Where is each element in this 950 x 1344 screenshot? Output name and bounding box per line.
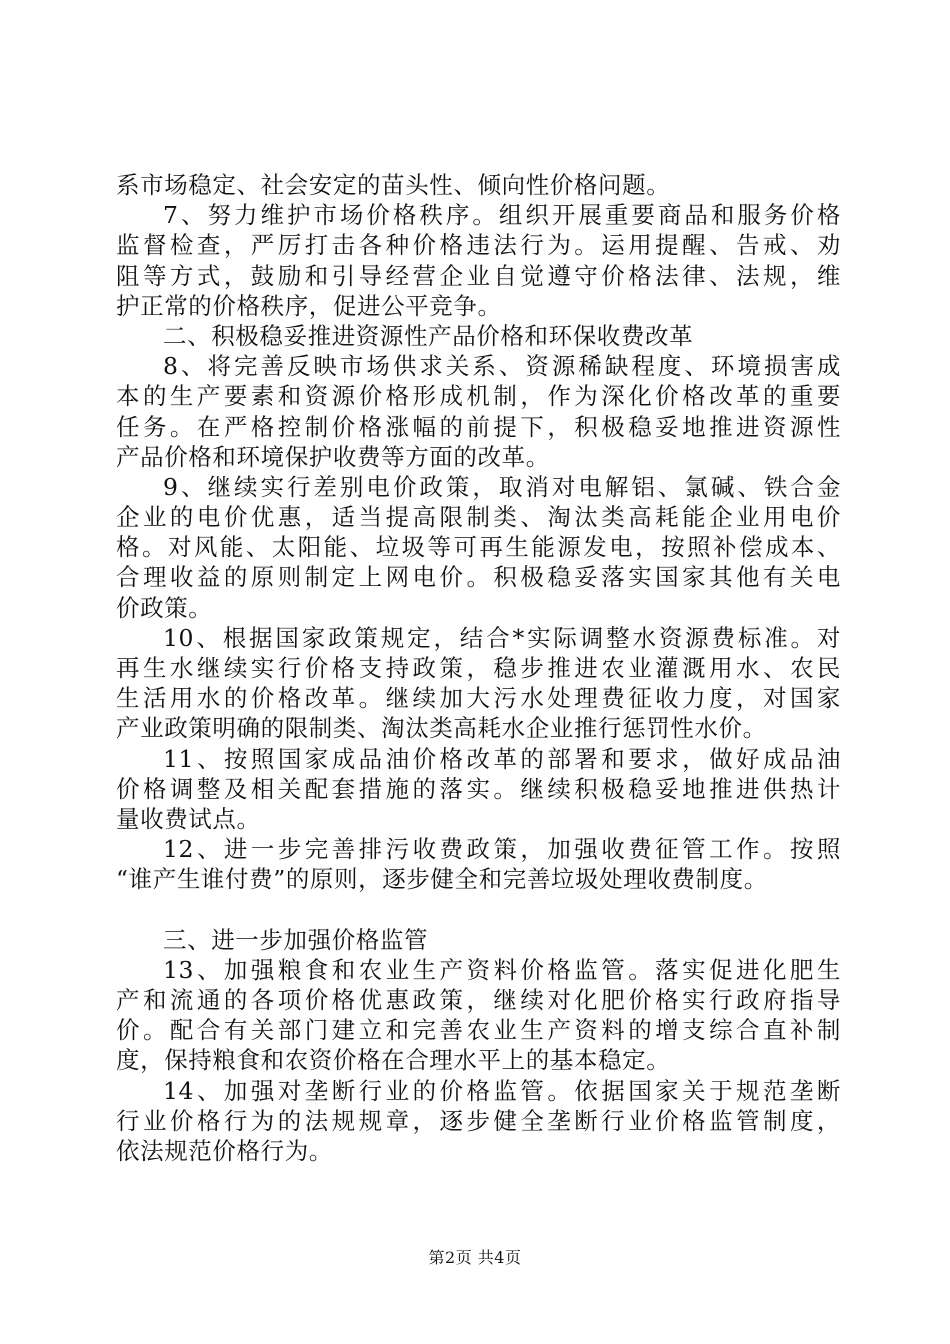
paragraph-9-line: 价政策。 (116, 593, 213, 622)
paragraph-13-line: 产和流通的各项价格优惠政策，继续对化肥价格实行政府指导 (116, 986, 841, 1015)
paragraph-8-line: 8、将完善反映市场供求关系、资源稀缺程度、环境损害成 (163, 352, 841, 381)
paragraph-14-line: 行业价格行为的法规规章，逐步健全垄断行业价格监管制度， (116, 1106, 841, 1135)
text-line: 系市场稳定、社会安定的苗头性、倾向性价格问题。 (116, 171, 671, 199)
paragraph-8-line: 任务。在严格控制价格涨幅的前提下，积极稳妥地推进资源性 (116, 412, 841, 441)
paragraph-10-line: 产业政策明确的限制类、淘汰类高耗水企业推行惩罚性水价。 (116, 714, 767, 743)
paragraph-14-line: 依法规范价格行为。 (116, 1137, 333, 1165)
section-heading-3: 三、进一步加强价格监管 (163, 925, 429, 954)
paragraph-8-line: 产品价格和环境保护收费等方面的改革。 (116, 442, 550, 471)
section-heading-2: 二、积极稳妥推进资源性产品价格和环保收费改革 (163, 321, 694, 350)
paragraph-9-line: 企业的电价优惠，适当提高限制类、淘汰类高耗能企业用电价 (116, 503, 841, 532)
document-body (116, 170, 841, 1166)
paragraph-9-line: 合理收益的原则制定上网电价。积极稳妥落实国家其他有关电 (116, 563, 841, 592)
paragraph-9-line: 9、继续实行差别电价政策，取消对电解铝、氯碱、铁合金 (163, 472, 841, 501)
paragraph-7-line: 阻等方式，鼓励和引导经营企业自觉遵守价格法律、法规，维 (116, 261, 841, 290)
paragraph-11-line: 量收费试点。 (116, 804, 261, 833)
paragraph-13-line: 度，保持粮食和农资价格在合理水平上的基本稳定。 (116, 1046, 671, 1075)
paragraph-10-line: 生活用水的价格改革。继续加大污水处理费征收力度，对国家 (116, 684, 841, 713)
paragraph-10-line: 再生水继续实行价格支持政策，稳步推进农业灌溉用水、农民 (116, 654, 841, 682)
paragraph-10-line: 10、根据国家政策规定，结合*实际调整水资源费标准。对 (163, 623, 841, 652)
paragraph-7-line: 监督检查，严厉打击各种价格违法行为。运用提醒、告戒、劝 (116, 231, 841, 260)
page-number-footer: 第2页 共4页 (428, 1248, 522, 1267)
paragraph-7-line: 7、努力维护市场价格秩序。组织开展重要商品和服务价格 (163, 201, 841, 230)
paragraph-9-line: 格。对风能、太阳能、垃圾等可再生能源发电，按照补偿成本、 (116, 533, 841, 562)
paragraph-13-line: 价。配合有关部门建立和完善农业生产资料的增支综合直补制 (116, 1016, 841, 1045)
paragraph-12-line: “谁产生谁付费”的原则，逐步健全和完善垃圾处理收费制度。 (116, 865, 768, 894)
paragraph-8-line: 本的生产要素和资源价格形成机制，作为深化价格改革的重要 (116, 382, 841, 411)
blank-line (116, 895, 841, 925)
paragraph-7-line: 护正常的价格秩序，促进公平竞争。 (116, 291, 502, 320)
paragraph-14-line: 14、加强对垄断行业的价格监管。依据国家关于规范垄断 (163, 1076, 841, 1105)
paragraph-11-line: 价格调整及相关配套措施的落实。继续积极稳妥地推进供热计 (116, 774, 841, 803)
paragraph-12-line: 12、进一步完善排污收费政策，加强收费征管工作。按照 (163, 835, 841, 864)
paragraph-11-line: 11、按照国家成品油价格改革的部署和要求，做好成品油 (163, 744, 841, 773)
paragraph-13-line: 13、加强粮食和农业生产资料价格监管。落实促进化肥生 (163, 955, 841, 984)
